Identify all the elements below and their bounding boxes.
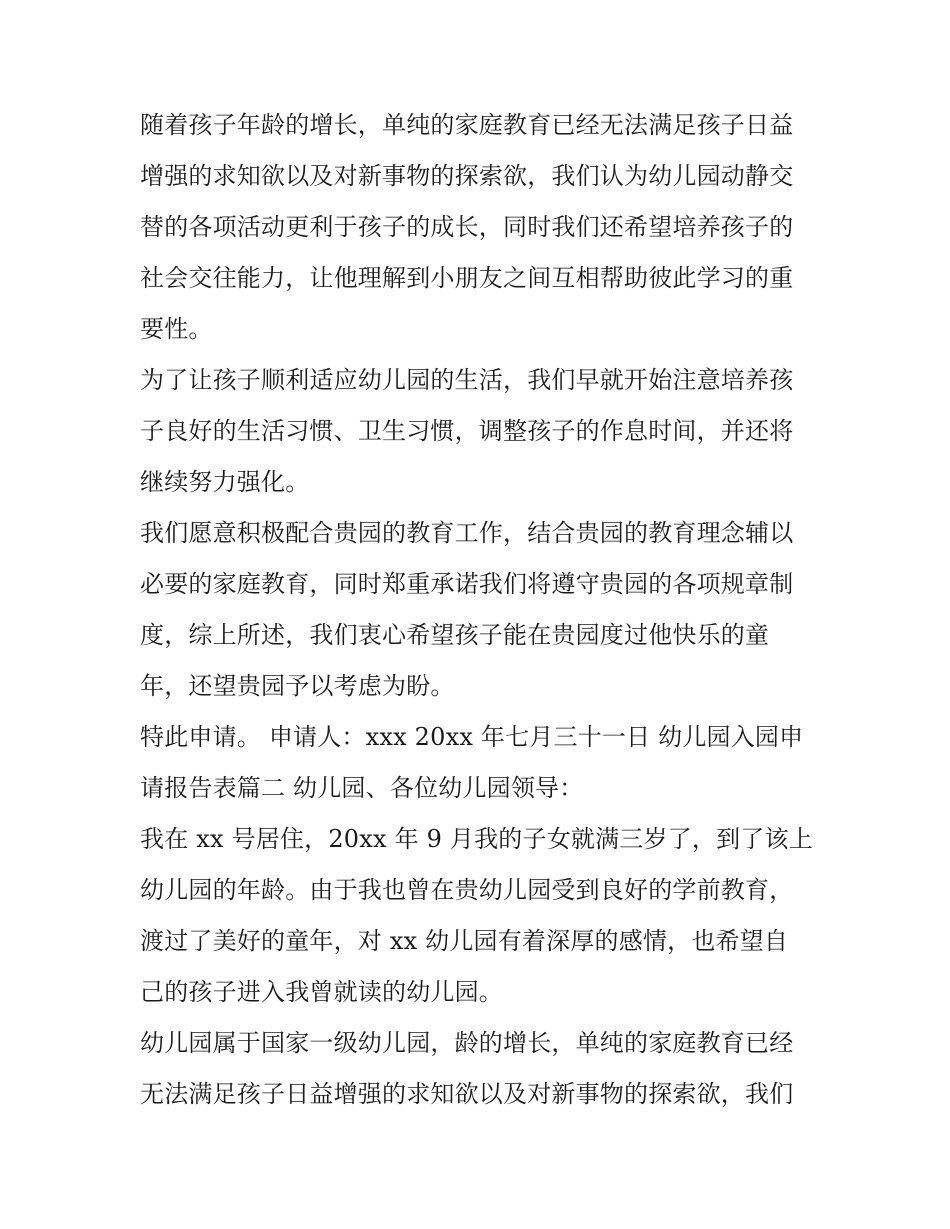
text-line: 要性。	[140, 315, 213, 343]
text-line: 我们愿意积极配合贵园的教育工作，结合贵园的教育理念辅以	[140, 519, 794, 547]
text-line: 幼儿园的年龄。由于我也曾在贵幼儿园受到良好的学前教育，	[140, 876, 794, 904]
paragraph-3	[140, 508, 820, 712]
text-line: 替的各项活动更利于孩子的成长，同时我们还希望培养孩子的	[140, 213, 794, 241]
paragraph-5	[140, 814, 820, 1018]
text-line: 年，还望贵园予以考虑为盼。	[140, 672, 455, 700]
text-line: 幼儿园属于国家一级幼儿园，龄的增长，单纯的家庭教育已经	[140, 1029, 794, 1057]
paragraph-2	[140, 355, 820, 508]
text-line: 继续努力强化。	[140, 468, 310, 496]
text-line: 增强的求知欲以及对新事物的探索欲，我们认为幼儿园动静交	[140, 162, 794, 190]
text-line: 请报告表篇二 幼儿园、各位幼儿园领导：	[140, 774, 584, 802]
text-line: 特此申请。 申请人：xxx 20xx 年七月三十一日 幼儿园入园申	[140, 723, 804, 751]
text-line: 子良好的生活习惯、卫生习惯，调整孩子的作息时间，并还将	[140, 417, 794, 445]
text-line: 为了让孩子顺利适应幼儿园的生活，我们早就开始注意培养孩	[140, 366, 794, 394]
paragraph-4	[140, 712, 820, 814]
paragraph-6	[140, 1018, 820, 1120]
text-line: 社会交往能力，让他理解到小朋友之间互相帮助彼此学习的重	[140, 264, 794, 292]
text-line: 无法满足孩子日益增强的求知欲以及对新事物的探索欲，我们	[140, 1080, 794, 1108]
text-line: 我在 xx 号居住，20xx 年 9 月我的子女就满三岁了，到了该上	[140, 825, 813, 853]
text-line: 己的孩子进入我曾就读的幼儿园。	[140, 978, 503, 1006]
paragraph-1	[140, 100, 820, 355]
text-line: 必要的家庭教育，同时郑重承诺我们将遵守贵园的各项规章制	[140, 570, 794, 598]
text-line: 随着孩子年龄的增长，单纯的家庭教育已经无法满足孩子日益	[140, 111, 794, 139]
text-line: 度，综上所述，我们衷心希望孩子能在贵园度过他快乐的童	[140, 621, 770, 649]
text-line: 渡过了美好的童年，对 xx 幼儿园有着深厚的感情，也希望自	[140, 927, 789, 955]
document-body	[140, 100, 820, 1120]
